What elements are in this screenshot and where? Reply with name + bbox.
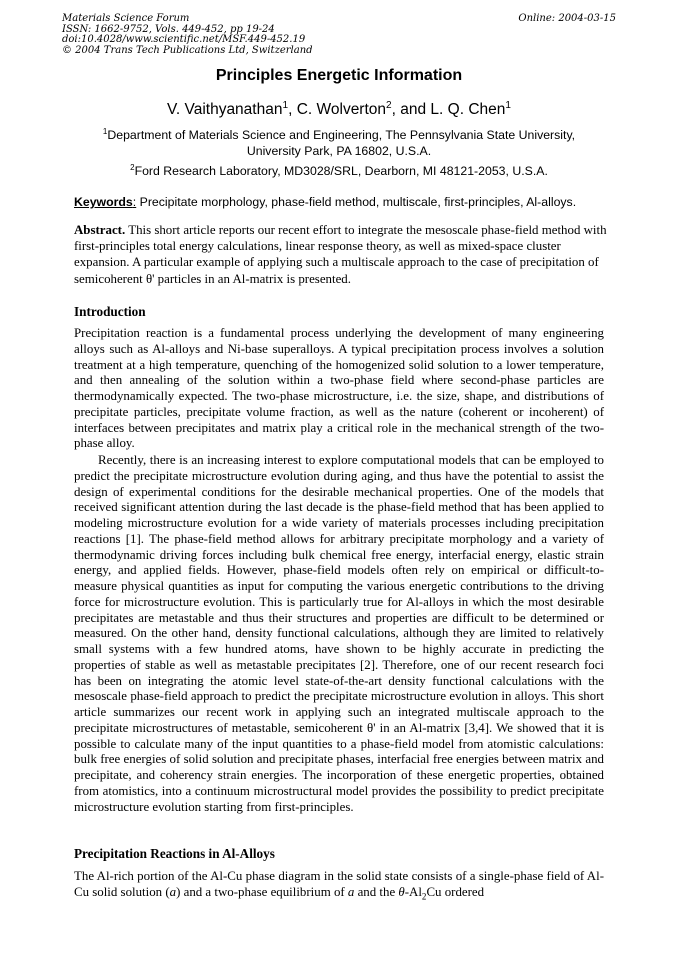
text-run: Cu ordered <box>426 884 485 899</box>
author-separator: , <box>288 101 297 118</box>
affil-mark: 1 <box>102 126 108 136</box>
author-affil-mark: 2 <box>386 99 392 111</box>
author-separator: , and <box>391 101 431 118</box>
body-paragraph: Precipitation reaction is a fundamental process underlying the development of many engineering alloys such as Al-alloys and Ni-base superalloys. A typical precipitation process involves a solution treatment at a high temperature, quenching of the homogenized solid solution to a lower temperature, and then annealing of the solution within a two-phase field where second-phase particles are thermodynamically expected. The two-phase microstructure, i.e. the size, shape, and distributions of precipitate particles, precipitate volume fraction, as well as the nature (coherent or incoherent) of interfaces between precipitates and matrix play a critical role in the mechanical strength of the two-phase alloy. <box>74 326 604 451</box>
author-name: L. Q. Chen <box>430 101 506 118</box>
affil-line: Ford Research Laboratory, MD3028/SRL, Dearborn, MI 48121-2053, U.S.A. <box>134 164 548 178</box>
keywords <box>74 195 614 210</box>
text-run: and the <box>354 884 399 899</box>
abstract <box>74 222 608 287</box>
journal-header <box>62 14 313 56</box>
author-name: V. Vaithyanathan <box>166 101 283 118</box>
affil-line: Department of Materials Science and Engineering, The Pennsylvania State University, <box>107 128 576 142</box>
author-affil-mark: 1 <box>505 99 511 111</box>
alpha-symbol: a <box>169 884 177 899</box>
abstract-label: Abstract. <box>74 223 126 237</box>
journal-name: Materials Science Forum <box>62 13 190 24</box>
affil-mark: 2 <box>130 162 135 172</box>
issn-line: ISSN: 1662-9752, Vols. 449-452, pp 19-24 <box>62 23 275 35</box>
keywords-label: Keywords <box>74 195 133 209</box>
text-run: The Al-rich portion of the Al-Cu phase diagram in the solid state consists of a single-phase field of Al-Cu solid solution ( <box>74 869 604 899</box>
affiliation-1 <box>62 128 616 159</box>
author-affil-mark: 1 <box>282 99 289 111</box>
text-run: ) and a two-phase equilibrium of <box>176 884 348 899</box>
online-date: Online: 2004-03-15 <box>518 13 616 24</box>
body-paragraph <box>74 869 604 901</box>
doi-line: doi:10.4028/www.scientific.net/MSF.449-452.19 <box>62 34 306 45</box>
theta-symbol: θ <box>398 884 405 899</box>
affiliation-2 <box>62 164 616 180</box>
section-heading-introduction: Introduction <box>74 304 146 319</box>
copyright-line: © 2004 Trans Tech Publications Ltd, Switzerland <box>62 44 313 56</box>
alpha-symbol: a <box>347 884 355 899</box>
author-list <box>0 101 678 119</box>
text-run: -Al <box>404 884 422 899</box>
paper-title: Principles Energetic Information <box>215 67 463 84</box>
keywords-text: Precipitate morphology, phase-field method, multiscale, first-principles, Al-alloys. <box>136 195 577 209</box>
body-paragraph: Recently, there is an increasing interest to explore computational models that can be employed to predict the precipitate microstructure evolution during aging, and thus have the potential to assist the design of experimental conditions for the desirable mechanical properties. One of the models that received significant attention during the last decade is the phase-field method that has been applied to modeling microstructure evolution for a wide variety of materials processes including precipitation reactions [1]. The phase-field method allows for arbitrary precipitate morphology and a variety of thermodynamic driving forces including bulk chemical free energy, interfacial energy, elastic strain energy, and applied fields. However, phase-field models often rely on empirical or difficult-to-measure physical quantities as input for computing the various energetic contributions to the driving force for microstructure evolution. This is particularly true for Al-alloys in which the most desirable precipitates are metastable and thus their structures and properties are difficult to be determined or measured. On the other hand, density functional calculations, although they are limited to relatively small systems with a few hundred atoms, have shown to be highly accurate in predicting the properties of stable as well as metastable precipitates [2]. Therefore, one of our recent research foci has been on integrating the atomic level state-of-the-art density functional calculations with the mesoscale phase-field approach to predict the precipitate microstructure evolution in alloys. This short article summarizes our recent work in applying such an integrated multiscale approach to the precipitate microstructures of metastable, semicoherent θ' in an Al-matrix [3,4]. We showed that it is possible to calculate many of the input quantities to a phase-field model from atomistic calculations: bulk free energies of solid solution and precipitate phases, interfacial free energies between matrix and precipitate, and coherency strain energies. The incorporation of these energetic properties, obtained from atomistics, into a continuum microstructural model provides the possibility to predict precipitate microstructure evolution starting from first-principles. <box>74 453 604 814</box>
affil-line: University Park, PA 16802, U.S.A. <box>246 143 432 158</box>
subscript: 2 <box>421 891 427 902</box>
abstract-text: This short article reports our recent effort to integrate the mesoscale phase-field method with first-principles total energy calculations, linear response theory, as well as mixed-space cluster expansion. A particular example of applying such a multiscale approach to the case of precipitation of semicoherent θ' particles in an Al-matrix is presented. <box>74 223 607 286</box>
section-heading-precipitation: Precipitation Reactions in Al-Alloys <box>74 846 275 861</box>
author-name: C. Wolverton <box>296 101 387 118</box>
keywords-colon: : <box>132 195 137 209</box>
